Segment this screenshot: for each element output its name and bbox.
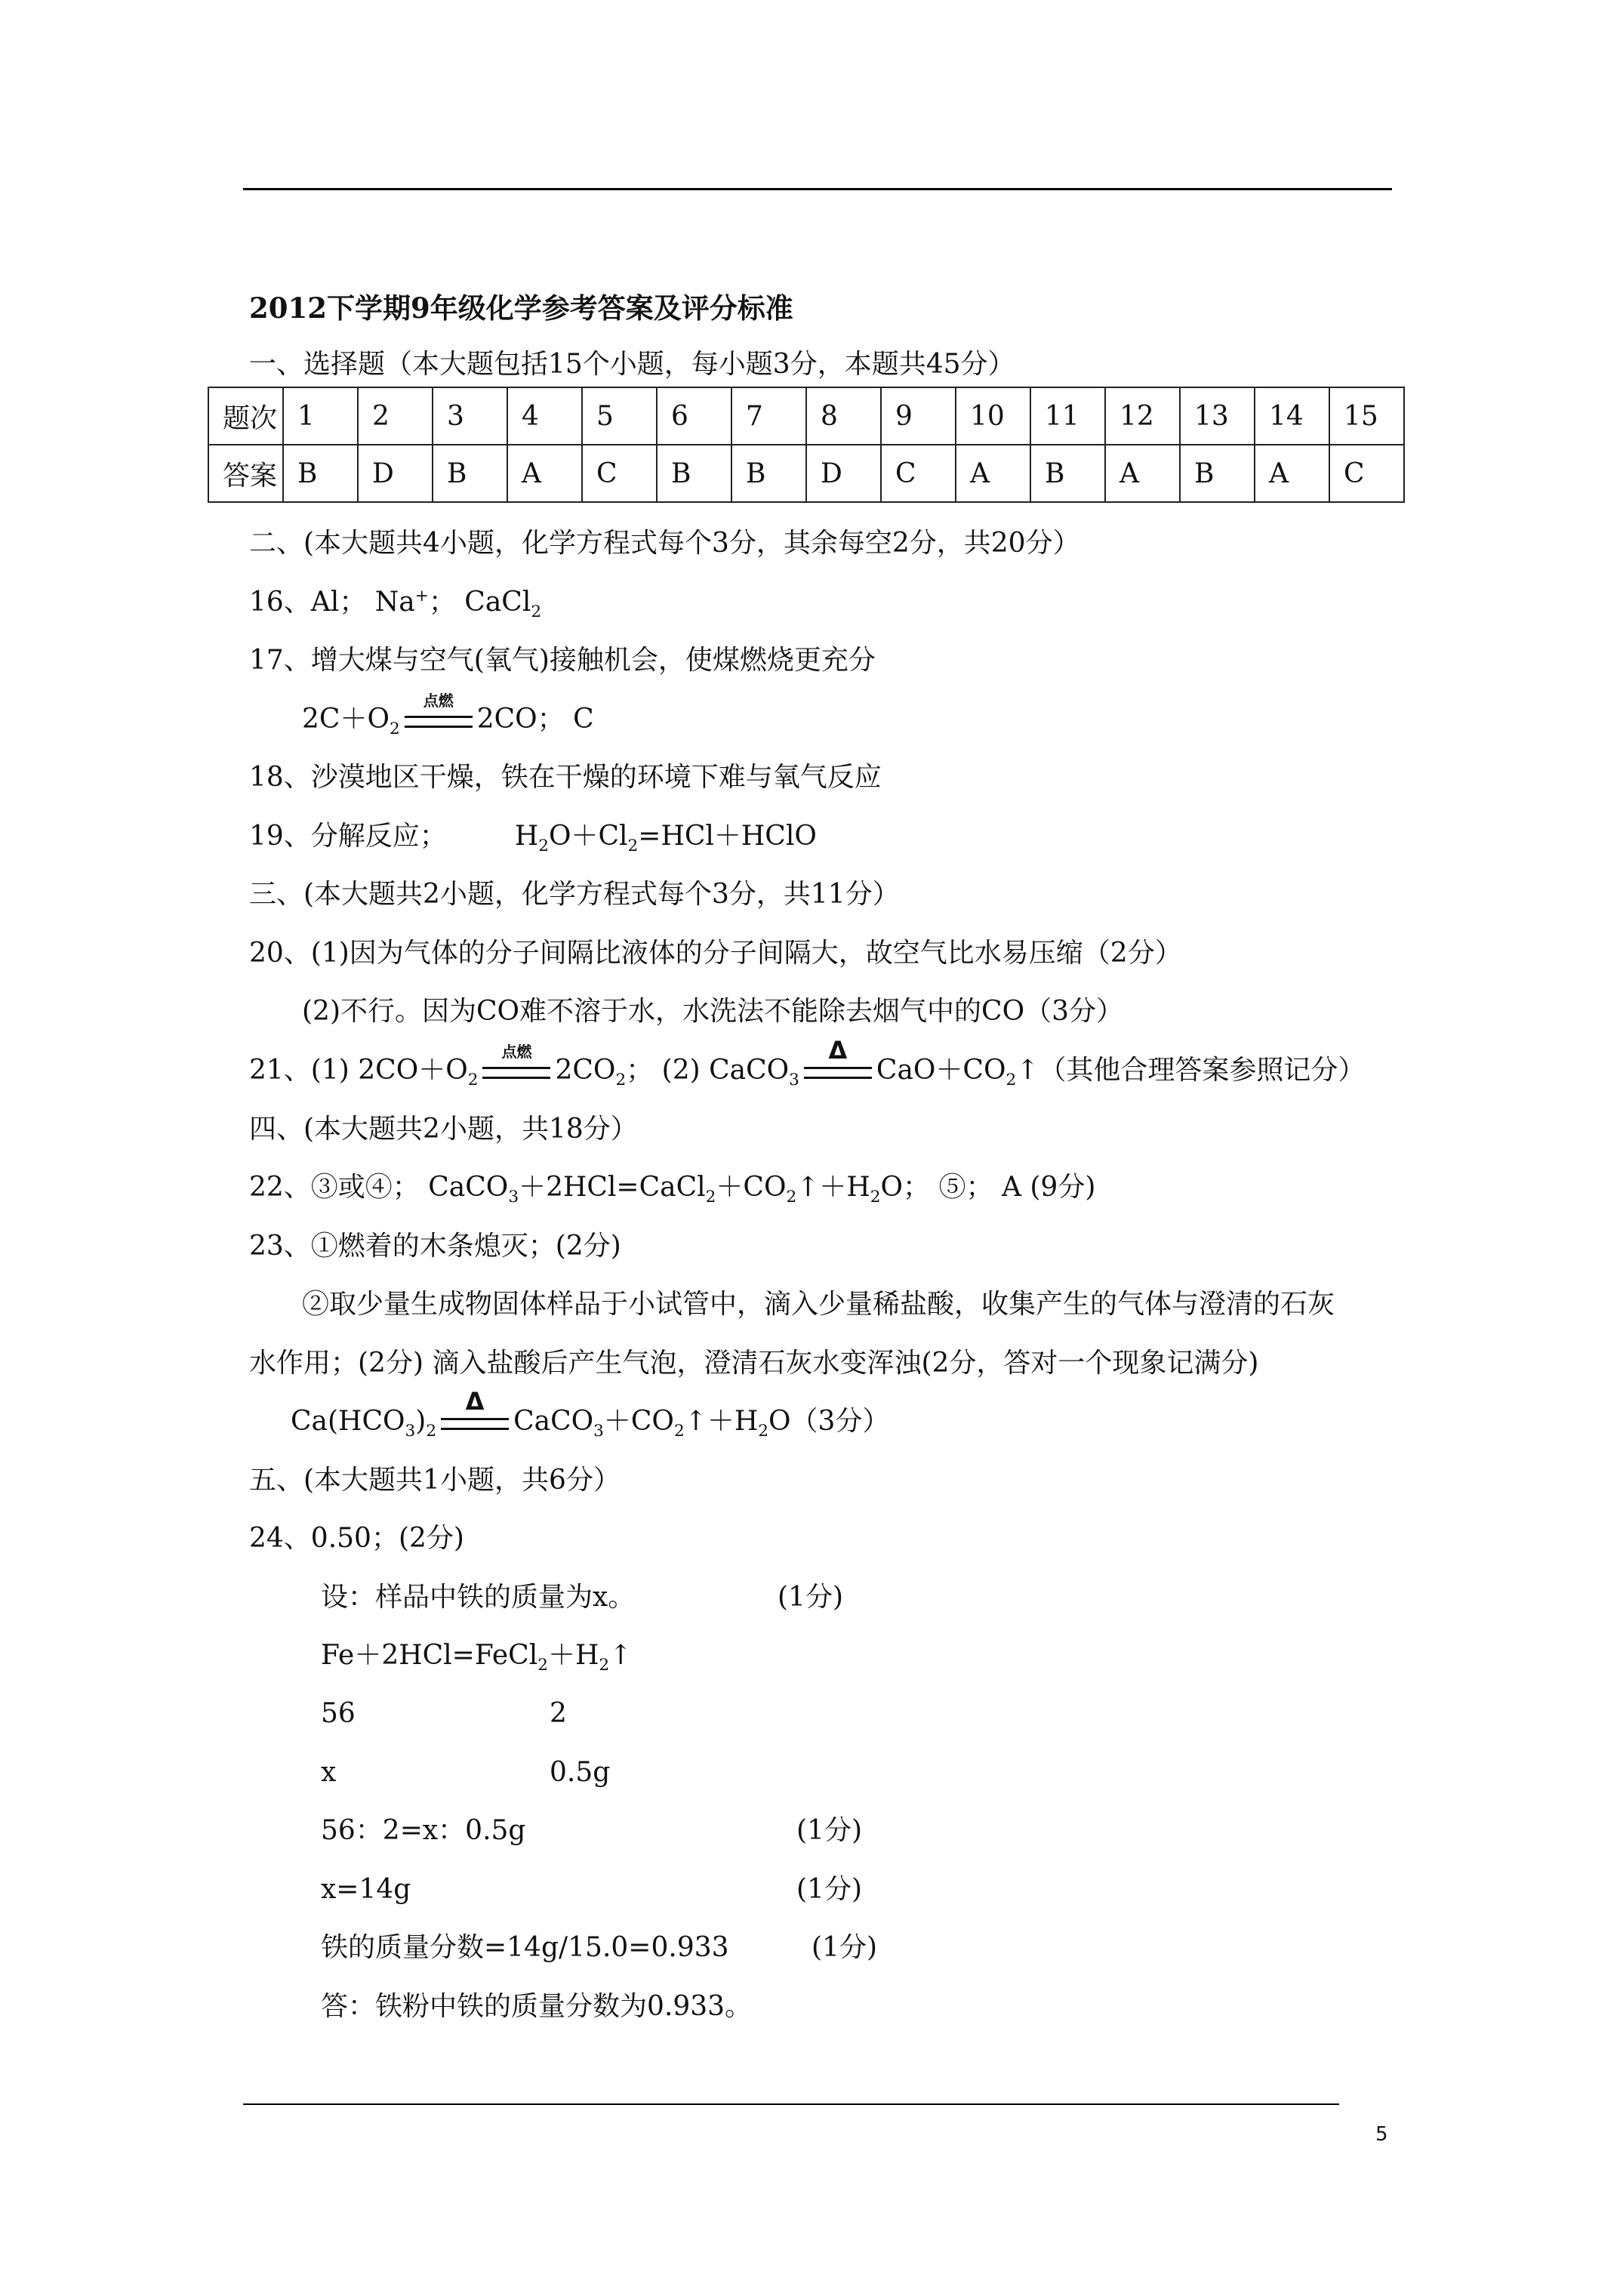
eq-part: 22、③或④； CaCO [249, 1172, 509, 1203]
table-cell: A [956, 445, 1030, 502]
eq-sub: 2 [467, 1071, 479, 1090]
answer-18: 18、沙漠地区干燥，铁在干燥的环境下难与氧气反应 [249, 762, 882, 793]
eq-sub: 2 [538, 837, 549, 856]
answer-19 [249, 821, 817, 856]
eq-part: Ca(HCO [291, 1406, 405, 1437]
table-cell: B [731, 445, 806, 502]
table-cell: 4 [507, 387, 582, 445]
eq-sub: 2 [426, 1422, 437, 1441]
eq-part: O（3分） [768, 1406, 890, 1437]
answer-16-a: 16、Al； Na [249, 587, 415, 618]
answer-21 [249, 1036, 1366, 1090]
table-row-numbers [208, 387, 1404, 445]
answer-22 [249, 1172, 1096, 1207]
table-cell: 1 [283, 387, 358, 445]
table-cell: 7 [731, 387, 806, 445]
table-cell: 9 [881, 387, 956, 445]
reaction-condition: Δ [465, 1387, 485, 1416]
eq-part: 2C＋O [302, 704, 390, 735]
page-number: 5 [1375, 2123, 1388, 2146]
footer-rule [243, 2103, 1339, 2105]
eq-sub: 3 [405, 1422, 416, 1441]
eq-sub: 2 [615, 1071, 627, 1090]
row-label-question: 题次 [208, 387, 283, 445]
eq-part: ↑（其他合理答案参照记分） [1016, 1055, 1366, 1086]
eq-part: ＋CO [716, 1172, 787, 1203]
eq-sub: 2 [1006, 1071, 1017, 1090]
answer-table [208, 387, 1405, 503]
table-cell: A [1255, 445, 1329, 502]
row-label-answer: 答案 [208, 445, 283, 502]
eq-sub: 3 [789, 1071, 799, 1090]
section-2-heading: 二、(本大题共4小题，化学方程式每个3分，其余每空2分，共20分） [249, 528, 1080, 559]
table-cell: 8 [806, 387, 881, 445]
table-cell: 5 [582, 387, 657, 445]
table-cell: 13 [1180, 387, 1255, 445]
table-cell: 14 [1255, 387, 1329, 445]
calc-ratio: 56：2=x：0.5g [321, 1815, 526, 1846]
table-cell: B [283, 445, 358, 502]
eq-sub: 3 [593, 1422, 604, 1441]
answer-20-2: (2)不行。因为CO难不溶于水，水洗法不能除去烟气中的CO（3分） [302, 996, 1124, 1027]
calc-molar-h2: 2 [550, 1698, 567, 1729]
table-cell: B [657, 445, 731, 502]
calc-ratio-score: (1分) [796, 1815, 862, 1846]
page-title: 2012下学期9年级化学参考答案及评分标准 [249, 291, 793, 325]
eq-sub: 2 [705, 1188, 716, 1207]
eq-part: CaO＋CO [876, 1055, 1006, 1086]
eq-sub: 2 [758, 1422, 769, 1441]
eq-sub: 2 [673, 1422, 685, 1441]
table-row-answers [208, 445, 1404, 502]
reaction-arrow [438, 1387, 512, 1430]
calc-fraction: 铁的质量分数=14g/15.0=0.933 [321, 1932, 729, 1963]
section-4-heading: 四、(本大题共2小题，共18分） [249, 1114, 638, 1145]
table-cell: 10 [956, 387, 1030, 445]
answer-16-b: ； CaCl [428, 587, 531, 618]
table-cell: 2 [358, 387, 433, 445]
answer-16-sup: + [414, 587, 429, 606]
section-1-heading: 一、选择题（本大题包括15个小题，每小题3分，本题共45分） [249, 349, 1015, 380]
answer-23-1: 23、①燃着的木条熄灭；(2分) [249, 1231, 621, 1262]
reaction-condition: Δ [828, 1036, 848, 1065]
answer-19-a: 19、分解反应； [249, 821, 447, 852]
table-cell: D [806, 445, 881, 502]
reaction-condition: 点燃 [501, 1043, 532, 1061]
table-cell: 11 [1030, 387, 1105, 445]
eq-part: ； (2) CaCO [626, 1055, 790, 1086]
answer-16-sub: 2 [531, 603, 542, 622]
eq-sub: 2 [599, 1656, 610, 1675]
eq-part: ＋H [547, 1640, 599, 1671]
eq-part: 2CO； C [476, 704, 594, 735]
eq-sub: 3 [508, 1188, 519, 1207]
answer-20-1: 20、(1)因为气体的分子间隔比液体的分子间隔大，故空气比水易压缩（2分） [249, 938, 1182, 969]
table-cell: 6 [657, 387, 731, 445]
section-5-heading: 五、(本大题共1小题，共6分） [249, 1465, 621, 1496]
eq-part: O＋Cl [548, 821, 628, 852]
eq-part: ＋CO [603, 1406, 674, 1437]
table-cell: 15 [1329, 387, 1404, 445]
eq-part: 2CO [555, 1055, 616, 1086]
table-cell: C [1329, 445, 1404, 502]
calc-let: 设：样品中铁的质量为x。 [321, 1582, 636, 1613]
section-3-heading: 三、(本大题共2小题，化学方程式每个3分，共11分） [249, 879, 900, 910]
reaction-arrow [402, 692, 476, 728]
reaction-arrow [479, 1043, 553, 1079]
reaction-condition: 点燃 [423, 692, 454, 710]
table-cell: C [881, 445, 956, 502]
eq-part: ↑ [609, 1640, 633, 1671]
table-cell: B [433, 445, 507, 502]
eq-sub: 2 [786, 1188, 797, 1207]
table-cell: B [1030, 445, 1105, 502]
calc-answer: 答：铁粉中铁的质量分数为0.933。 [321, 1991, 753, 2022]
answer-17: 17、增大煤与空气(氧气)接触机会，使煤燃烧更充分 [249, 645, 876, 676]
table-cell: A [1105, 445, 1180, 502]
answer-23-3: 水作用；(2分) 滴入盐酸后产生气泡，澄清石灰水变浑浊(2分，答对一个现象记满分) [249, 1348, 1259, 1379]
table-cell: 12 [1105, 387, 1180, 445]
table-cell: 3 [433, 387, 507, 445]
answer-23-equation [291, 1387, 890, 1441]
eq-part: ) [415, 1406, 427, 1437]
table-cell: A [507, 445, 582, 502]
calc-x: x=14g [321, 1874, 411, 1905]
eq-part: =HCl＋HClO [638, 821, 817, 852]
eq-part: ＋2HCl=CaCl [519, 1172, 706, 1203]
eq-part: H [514, 821, 539, 852]
answer-17-equation [302, 692, 594, 739]
eq-part: ↑＋H [684, 1406, 759, 1437]
answer-23-2: ②取少量生成物固体样品于小试管中，滴入少量稀盐酸，收集产生的气体与澄清的石灰 [302, 1289, 1335, 1320]
calc-mass-fe: x [321, 1757, 337, 1788]
eq-part: CaCO [513, 1406, 594, 1437]
table-cell: B [1180, 445, 1255, 502]
eq-sub: 2 [627, 837, 639, 856]
table-cell: C [582, 445, 657, 502]
eq-sub: 2 [870, 1188, 881, 1207]
eq-part: O； ⑤； A (9分) [880, 1172, 1096, 1203]
eq-sub: 2 [537, 1656, 548, 1675]
reaction-arrow [801, 1036, 875, 1079]
calc-fraction-score: (1分) [812, 1932, 877, 1963]
table-cell: D [358, 445, 433, 502]
calc-x-score: (1分) [796, 1874, 862, 1905]
answer-24: 24、0.50；(2分) [249, 1523, 464, 1554]
calc-let-score: (1分) [778, 1582, 843, 1613]
eq-sub: 2 [389, 720, 400, 739]
eq-part: ↑＋H [796, 1172, 870, 1203]
header-rule [243, 188, 1392, 190]
calc-equation [321, 1640, 633, 1675]
answer-16 [249, 587, 542, 622]
eq-part: 21、(1) 2CO＋O [249, 1055, 468, 1086]
calc-molar-fe: 56 [321, 1698, 356, 1729]
eq-part: Fe＋2HCl=FeCl [321, 1640, 538, 1671]
calc-mass-h2: 0.5g [550, 1757, 611, 1788]
